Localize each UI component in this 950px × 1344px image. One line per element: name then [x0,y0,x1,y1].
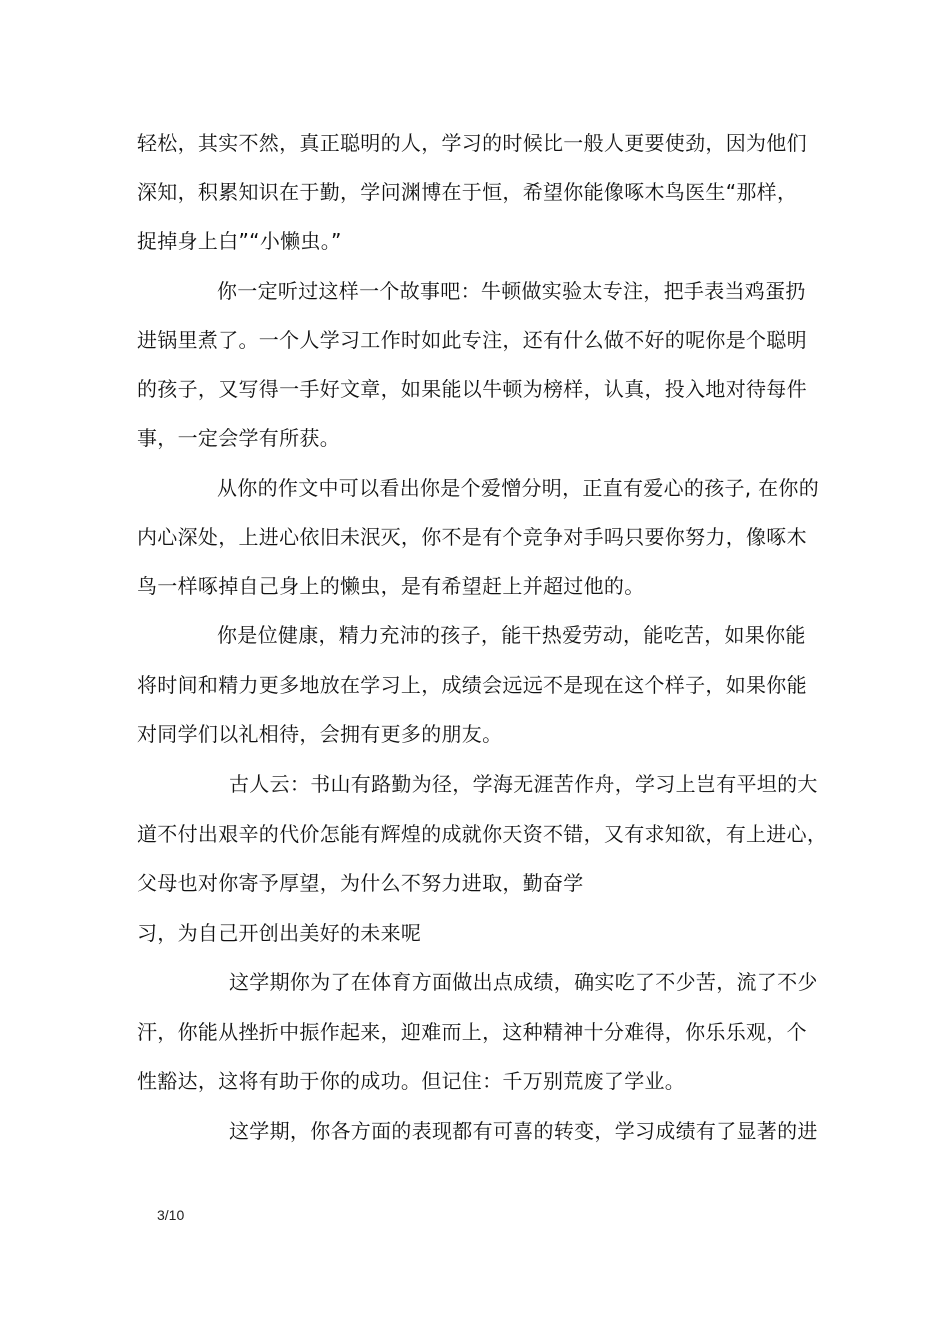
text-line: 的孩子，又写得一手好文章，如果能以牛顿为榜样，认真，投入地对待每件 [137,377,807,401]
text-line: 古人云：书山有路勤为径，学海无涯苦作舟，学习上岂有平坦的大 [229,772,818,796]
text-line: 事，一定会学有所获。 [137,426,340,450]
text-line: 道不付出艰辛的代价怎能有辉煌的成就你天资不错，又有求知欲，有上进心， [137,822,828,846]
page-number: 3/10 [157,1207,185,1223]
text-line: 捉掉身上白”“小懒虫。” [137,229,342,253]
text-line: 轻松，其实不然，真正聪明的人，学习的时候比一般人更要使劲，因为他们 [137,131,807,155]
text-line: 你一定听过这样一个故事吧：牛顿做实验太专注，把手表当鸡蛋扔 [217,279,806,303]
text-line: 对同学们以礼相待，会拥有更多的朋友。 [137,722,503,746]
text-line: 深知，积累知识在于勤，学问渊博在于恒，希望你能像啄木鸟医生“那样， [137,180,798,204]
text-line: 这学期你为了在体育方面做出点成绩，确实吃了不少苦，流了不少 [229,970,818,994]
text-line: 父母也对你寄予厚望，为什么不努力进取，勤奋学 [137,871,584,895]
text-line: 将时间和精力更多地放在学习上，成绩会远远不是现在这个样子，如果你能 [137,673,807,697]
text-line: 这学期，你各方面的表现都有可喜的转变，学习成绩有了显著的进 [229,1119,818,1143]
text-line: 进锅里煮了。一个人学习工作时如此专注，还有什么做不好的呢你是个聪明 [137,328,807,352]
text-line: 汗，你能从挫折中振作起来，迎难而上，这种精神十分难得，你乐乐观，个 [137,1020,807,1044]
text-line: 内心深处，上进心依旧未泯灭，你不是有个竞争对手吗只要你努力，像啄木 [137,525,807,549]
text-line: 从你的作文中可以看出你是个爱憎分明，正直有爱心的孩子, 在你的 [217,476,820,500]
text-line: 你是位健康，精力充沛的孩子，能干热爱劳动，能吃苦，如果你能 [217,623,806,647]
text-line: 鸟一样啄掉自己身上的懒虫，是有希望赶上并超过他的。 [137,574,645,598]
text-line: 性豁达，这将有助于你的成功。但记住：千万别荒废了学业。 [137,1069,686,1093]
text-line: 习，为自己开创出美好的未来呢 [137,921,422,945]
